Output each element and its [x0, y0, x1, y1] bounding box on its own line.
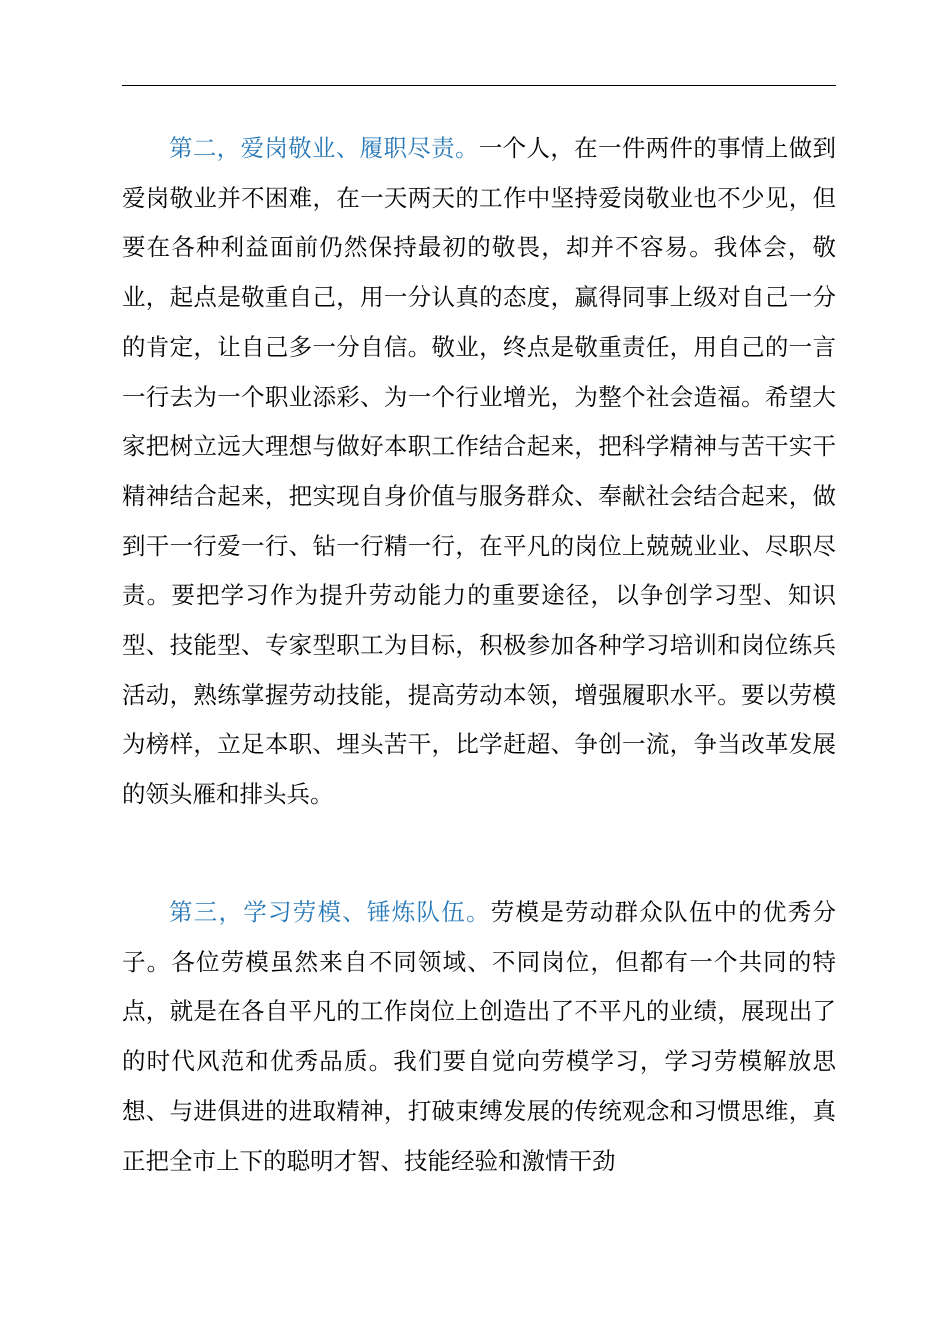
paragraph-body: 一个人，在一件两件的事情上做到爱岗敬业并不困难，在一天两天的工作中坚持爱岗敬业也不少见，但要在各种利益面前仍然保持最初的敬畏，却并不容易。我体会，敬业，起点是敬重自己，用一分认真的态度，赢得同事上级对自己一分的肯定，让自己多一分自信。敬业，终点是敬重责任，用自己的一言一行去为一个职业添彩、为一个行业增光，为整个社会造福。希望大家把树立远大理想与做好本职工作结合起来，把科学精神与苦干实干精神结合起来，把实现自身价值与服务群众、奉献社会结合起来，做到干一行爱一行、钻一行精一行，在平凡的岗位上兢兢业业、尽职尽责。要把学习作为提升劳动能力的重要途径，以争创学习型、知识型、技能型、专家型职工为目标，积极参加各种学习培训和岗位练兵活动，熟练掌握劳动技能，提高劳动本领，增强履职水平。要以劳模为榜样，立足本职、埋头苦干，比学赶超、争创一流，争当改革发展的领头雁和排头兵。	[122, 134, 837, 809]
paragraph-body: 劳模是劳动群众队伍中的优秀分子。各位劳模虽然来自不同领域、不同岗位，但都有一个共同的特点，就是在各自平凡的工作岗位上创造出了不平凡的业绩，展现出了的时代风范和优秀品质。我们要自觉向劳模学习，学习劳模解放思想、与进俱进的进取精神，打破束缚发展的传统观念和习惯思维，真正把全市上下的聪明才智、技能经验和激情干劲	[122, 898, 836, 1175]
paragraph-third	[122, 888, 836, 1186]
paragraph-lead: 第二，爱岗敬业、履职尽责。	[169, 134, 479, 162]
paragraph-lead: 第三，学习劳模、锤炼队伍。	[169, 898, 491, 926]
header-rule	[122, 85, 836, 86]
paragraph-second	[122, 124, 836, 820]
